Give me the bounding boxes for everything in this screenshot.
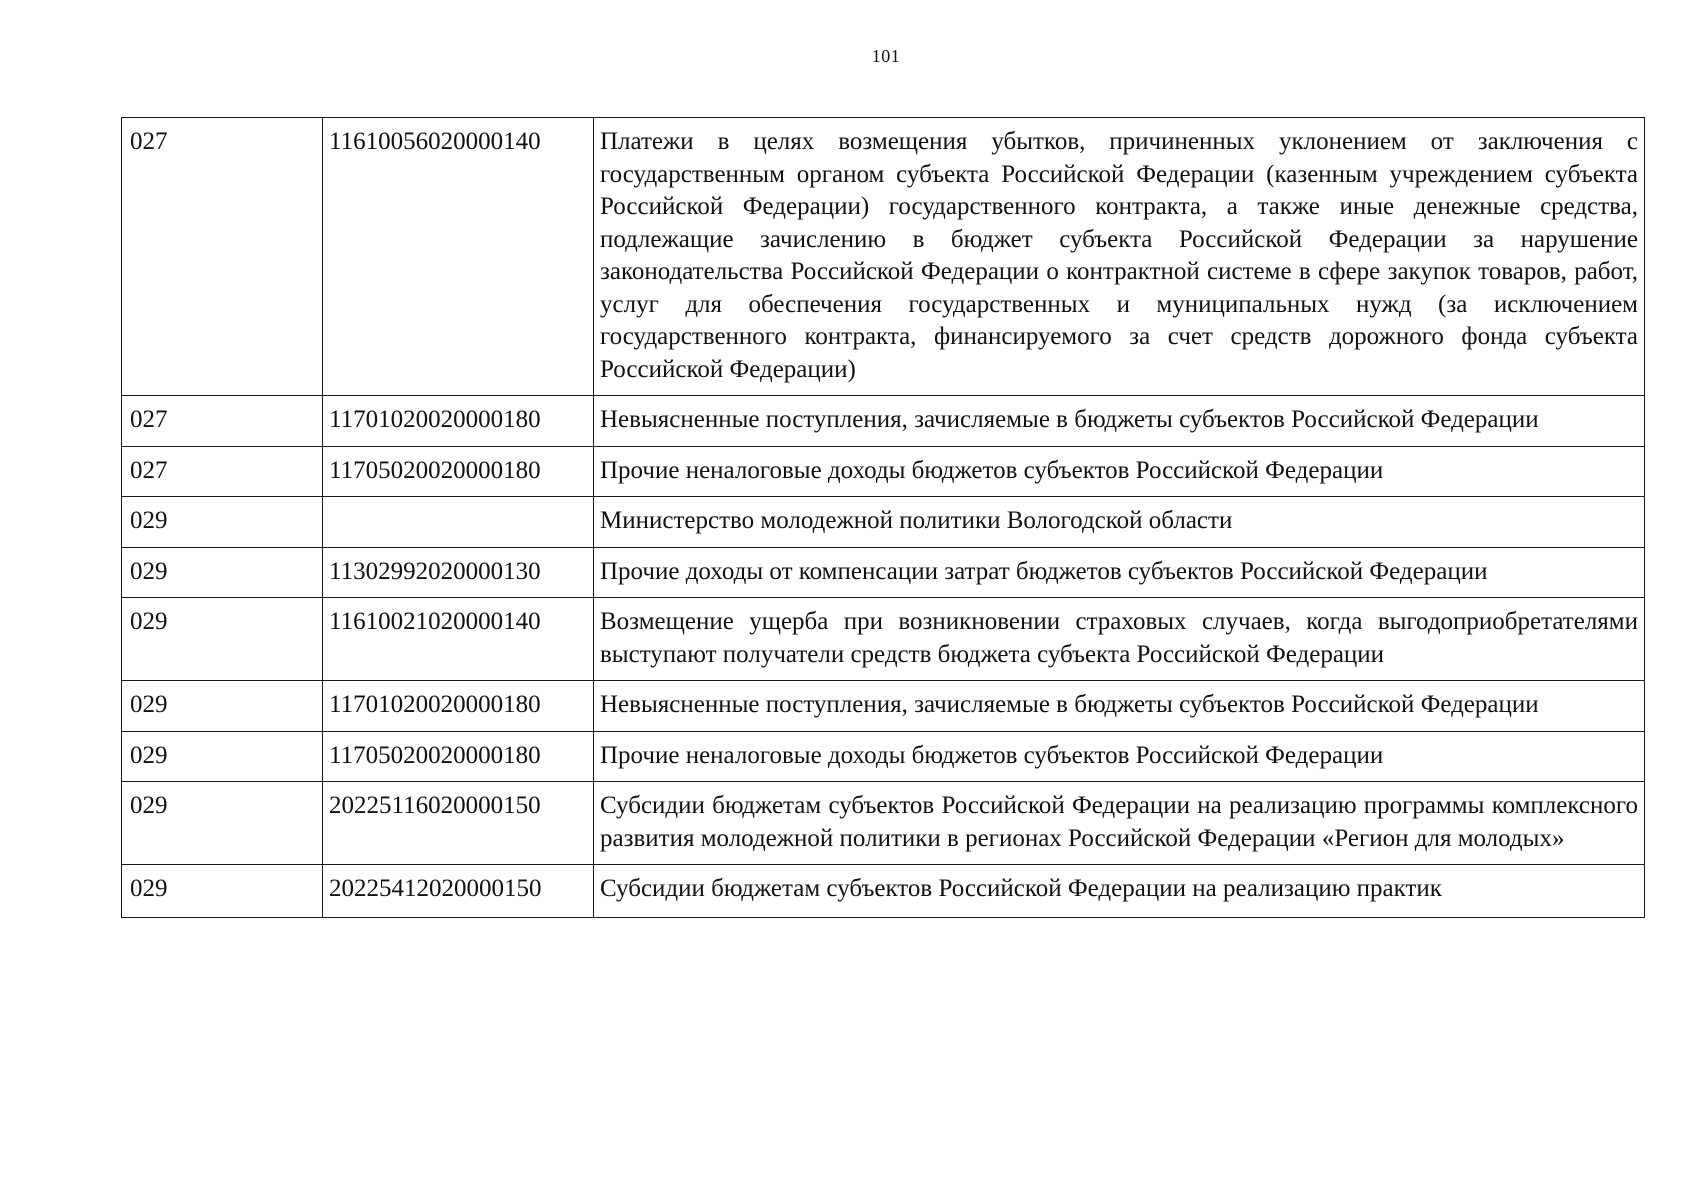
kbk-code-cell: 11701020020000180: [323, 396, 594, 447]
page-number: 101: [871, 46, 901, 66]
kbk-code-cell: 11705020020000180: [323, 731, 594, 782]
income-name-cell: Прочие неналоговые доходы бюджетов субъектов Российской Федерации: [594, 446, 1645, 497]
table-row: [122, 865, 1645, 918]
kbk-code-cell: 20225116020000150: [323, 782, 594, 865]
table-row: [122, 547, 1645, 598]
admin-code-cell: 029: [122, 547, 323, 598]
table-row: [122, 782, 1645, 865]
income-name-cell: Субсидии бюджетам субъектов Российской Федерации на реализацию практик: [594, 865, 1645, 918]
table-row: [122, 681, 1645, 732]
admin-code-cell: 029: [122, 731, 323, 782]
kbk-code-cell: 11302992020000130: [323, 547, 594, 598]
kbk-code-cell: 11610056020000140: [323, 118, 594, 396]
admin-code-cell: 027: [122, 446, 323, 497]
table-row: [122, 446, 1645, 497]
table-row: [122, 396, 1645, 447]
table-row: [122, 731, 1645, 782]
admin-code-cell: 029: [122, 782, 323, 865]
income-codes-table: [121, 117, 1645, 918]
income-name-cell: Прочие доходы от компенсации затрат бюджетов субъектов Российской Федерации: [594, 547, 1645, 598]
kbk-code-cell: 11610021020000140: [323, 598, 594, 681]
admin-code-cell: 029: [122, 681, 323, 732]
admin-code-cell: 029: [122, 865, 323, 918]
income-name-cell: Невыясненные поступления, зачисляемые в бюджеты субъектов Российской Федерации: [594, 396, 1645, 447]
income-name-cell: Возмещение ущерба при возникновении страховых случаев, когда выгодоприобретателями выступают получатели средств бюджета субъекта Российской Федерации: [594, 598, 1645, 681]
kbk-code-cell: [323, 497, 594, 548]
income-name-cell: Прочие неналоговые доходы бюджетов субъектов Российской Федерации: [594, 731, 1645, 782]
kbk-code-cell: 11705020020000180: [323, 446, 594, 497]
admin-code-cell: 029: [122, 598, 323, 681]
income-name-cell: Невыясненные поступления, зачисляемые в бюджеты субъектов Российской Федерации: [594, 681, 1645, 732]
table-row: [122, 497, 1645, 548]
income-name-cell: Платежи в целях возмещения убытков, причиненных уклонением от заключения с государственным органом субъекта Российской Федерации (казенным учреждением субъекта Российской Федерации) государственного контракта, а также иные денежные средства, подлежащие зачислению в бюджет субъекта Российской Федерации за нарушение законодательства Российской Федерации о контрактной системе в сфере закупок товаров, работ, услуг для обеспечения государственных и муниципальных нужд (за исключением государственного контракта, финансируемого за счет средств дорожного фонда субъекта Российской Федерации): [594, 118, 1645, 396]
income-name-cell: Министерство молодежной политики Вологодской области: [594, 497, 1645, 548]
table-row: [122, 118, 1645, 396]
admin-code-cell: 027: [122, 396, 323, 447]
admin-code-cell: 029: [122, 497, 323, 548]
table-row: [122, 598, 1645, 681]
kbk-code-cell: 11701020020000180: [323, 681, 594, 732]
kbk-code-cell: 20225412020000150: [323, 865, 594, 918]
income-name-cell: Субсидии бюджетам субъектов Российской Федерации на реализацию программы комплексного развития молодежной политики в регионах Российской Федерации «Регион для молодых»: [594, 782, 1645, 865]
admin-code-cell: 027: [122, 118, 323, 396]
